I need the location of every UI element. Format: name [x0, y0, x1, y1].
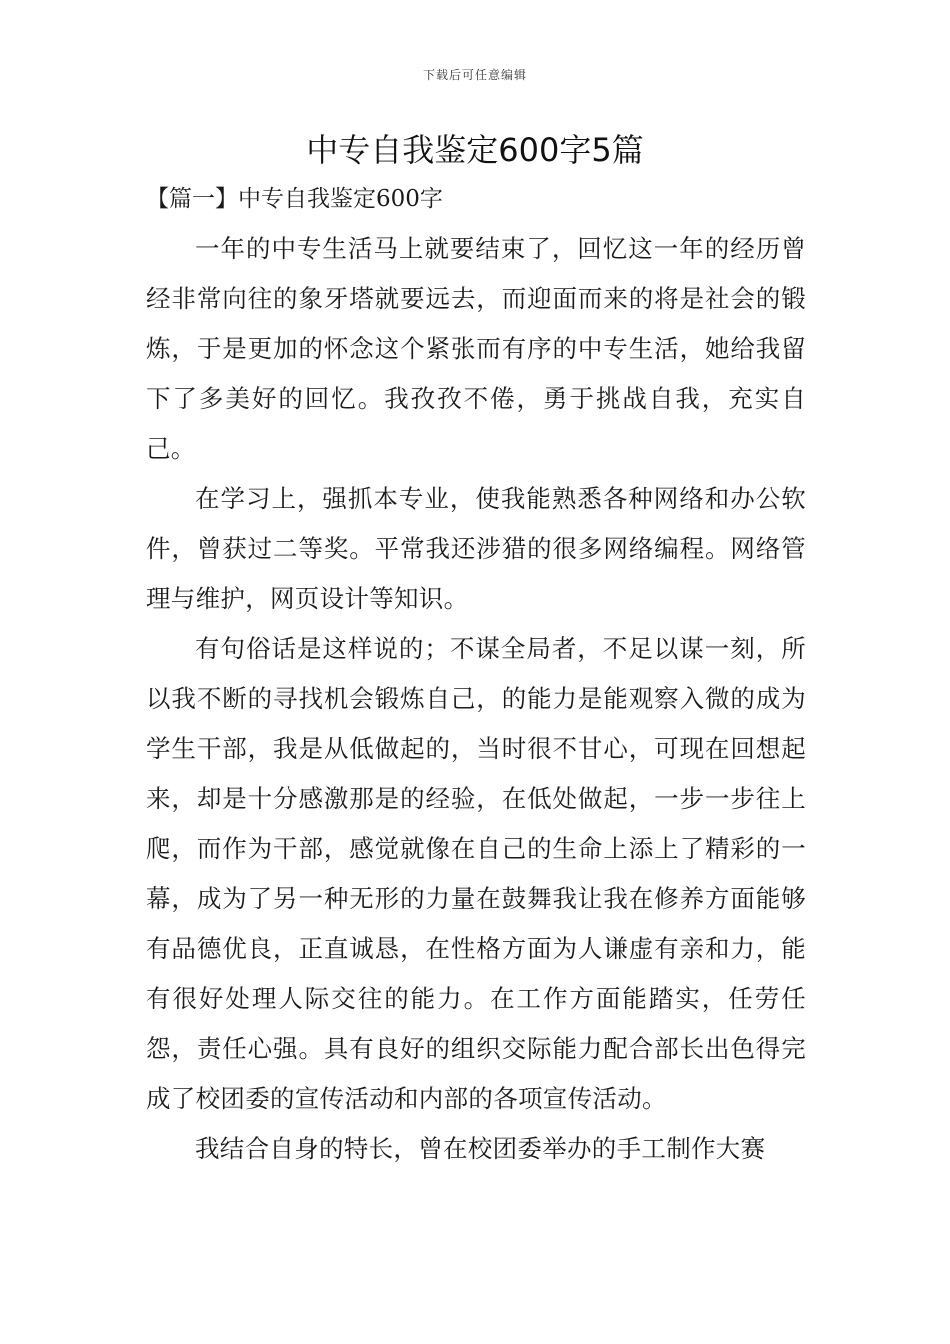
document-title: 中专自我鉴定600字5篇 [306, 131, 644, 169]
paragraph: 在学习上，强抓本专业，使我能熟悉各种网络和办公软件，曾获过二等奖。平常我还涉猎的很多网络编程。网络管理与维护，网页设计等知识。 [146, 484, 806, 613]
paragraph: 有句俗话是这样说的；不谋全局者，不足以谋一刻，所以我不断的寻找机会锻炼自己，的能力是能观察入微的成为学生干部，我是从低做起的，当时很不甘心，可现在回想起来，却是十分感激那是的经验，在低处做起，一步一步往上爬，而作为干部，感觉就像在自己的生命上添上了精彩的一幕，成为了另一种无形的力量在鼓舞我让我在修养方面能够有品德优良，正直诚恳，在性格方面为人谦虚有亲和力，能有很好处理人际交往的能力。在工作方面能踏实，任劳任怨，责任心强。具有良好的组织交际能力配合部长出色得完成了校团委的宣传活动和内部的各项宣传活动。 [146, 634, 806, 1113]
header-note: 下载后可任意编辑 [422, 68, 527, 82]
paragraph: 我结合自身的特长，曾在校团委举办的手工制作大赛 [195, 1134, 766, 1163]
body-text [146, 224, 806, 1174]
paragraph: 一年的中专生活马上就要结束了，回忆这一年的经历曾经非常向往的象牙塔就要远去，而迎面而来的将是社会的锻炼，于是更加的怀念这个紧张而有序的中专生活，她给我留下了多美好的回忆。我孜孜不倦，勇于挑战自我，充实自己。 [146, 234, 806, 463]
section-heading: 【篇一】中专自我鉴定600字 [146, 186, 443, 212]
